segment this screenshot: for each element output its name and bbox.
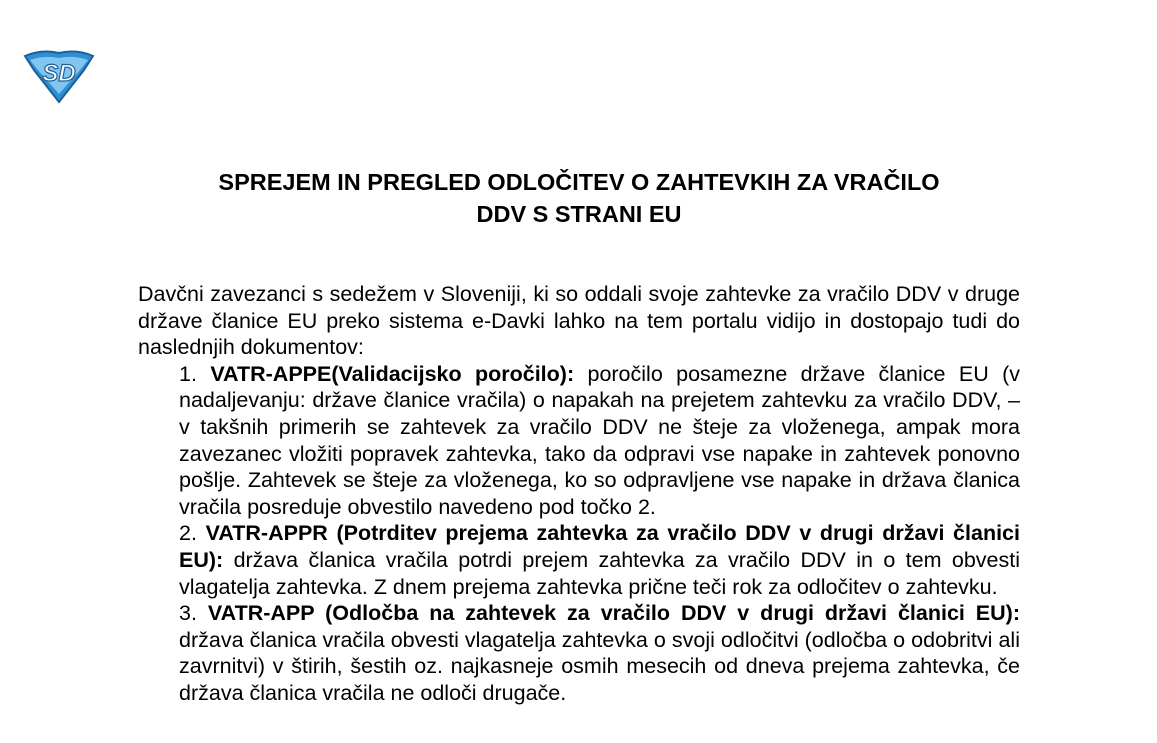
list-item-number: 3.	[179, 601, 197, 626]
list-item-text: država članica vračila potrdi prejem zahtevka za vračilo DDV in o tem obvesti vlagatelja zahtevka. Z dnem prejema zahtevka prične teči rok za odločitev o zahtevku.	[179, 547, 1020, 599]
list-item	[179, 600, 1020, 706]
list-item	[179, 361, 1020, 521]
shield-logo-icon	[22, 50, 96, 104]
company-logo	[22, 50, 96, 104]
list-item-heading: VATR-APPR (Potrditev prejema zahtevka za vračilo DDV v drugi državi članici EU):	[179, 521, 1020, 572]
logo-text: SD	[42, 60, 76, 87]
list-item-number: 1.	[179, 361, 197, 386]
list-item-number: 2.	[179, 521, 197, 546]
list-item-heading: VATR-APPE(Validacijsko poročilo):	[210, 361, 575, 386]
list-item-heading: VATR-APP (Odločba na zahtevek za vračilo DDV v drugi državi članici EU):	[207, 601, 1020, 626]
list-item	[179, 520, 1020, 600]
list-item-text: država članica vračila obvesti vlagatelja zahtevka o svoji odločitvi (odločba o odobritvi ali zavrnitvi) v štirih, šestih oz. najkasneje osmih mesecih od dneva prejema zahtevka, če država članica vračila ne odloči drugače.	[179, 627, 1020, 705]
list-item-text: poročilo posamezne države članice EU (v nadaljevanju: države članice vračila) o napakah na prejetem zahtevku za vračilo DDV, – v takšnih primerih se zahtevek za vračilo DDV ne šteje za vloženega, ampak mora zavezanec vložiti popravek zahtevka, tako da odpravi vse napake in zahtevek ponovno pošlje. Zahtevek se šteje za vloženega, ko so odpravljene vse napake in država članica vračila posreduje obvestilo navedeno pod točko 2.	[179, 361, 1020, 519]
title-line-2: DDV S STRANI EU	[476, 201, 682, 227]
document-title	[138, 166, 1020, 230]
title-line-1: SPREJEM IN PREGLED ODLOČITEV O ZAHTEVKIH ZA VRAČILO	[218, 169, 940, 195]
document-list	[138, 361, 1020, 707]
intro-paragraph: Davčni zavezanci s sedežem v Sloveniji, ki so oddali svoje zahtevke za vračilo DDV v druge države članice EU preko sistema e-Davki lahko na tem portalu vidijo in dostopajo tudi do naslednjih dokumentov:	[138, 282, 1020, 360]
document-body	[138, 281, 1020, 707]
